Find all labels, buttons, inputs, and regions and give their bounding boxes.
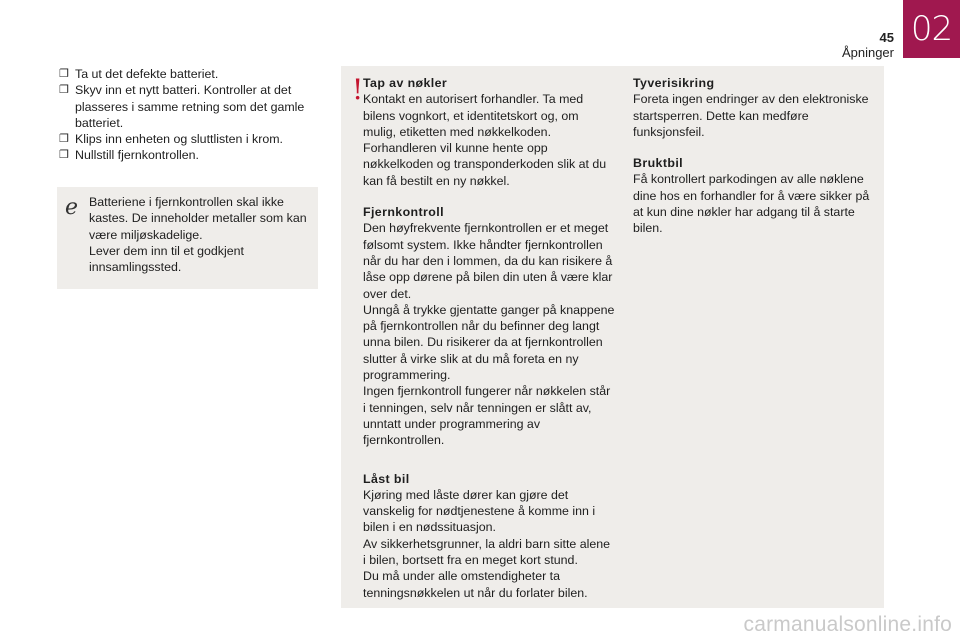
section-used-car [633,155,873,236]
step-text: Klips inn enheten og sluttlisten i krom. [75,132,283,147]
page-number: 45 [879,30,894,45]
battery-steps-list [59,66,321,164]
warning-column-left [363,75,615,616]
paragraph: Den høyfrekvente fjernkontrollen er et meget følsomt system. Ikke håndter fjernkontrollen når du har den i lommen, da du kan risikere å låse opp dørene på bilen din uten å være klar over det. [363,221,613,301]
step-text: Ta ut det defekte batteriet. [75,67,219,81]
section-title: Låst bil [363,471,410,486]
list-item [59,82,321,131]
checkbox-bullet-icon: ❐ [59,133,69,146]
section-title: Bruktbil [633,156,684,171]
watermark: carmanualsonline.info [743,613,952,636]
step-text: Skyv inn et nytt batteri. Kontroller at det plasseres i samme retning som det gamle batteriet. [75,83,305,130]
chapter-tab: 02 [903,0,960,58]
paragraph: Unngå å trykke gjentatte ganger på knappene på fjernkontrollen når du befinner deg langt unna bilen. Du risikerer da at fjernkontrollen slutter å virke slik at du må foreta en ny programmering. [363,302,615,383]
section-name: Åpninger [841,45,894,60]
paragraph: Kjøring med låste dører kan gjøre det vanskelig for nødtjenestene å komme inn i bilen i en nødssituasjon. [363,487,596,535]
step-text: Nullstill fjernkontrollen. [75,148,199,163]
paragraph: Forhandleren vil kunne hente opp nøkkelkoden og transponderkoden slik at du kan få bestilt en ny nøkkel. [363,141,607,188]
list-item [59,147,321,163]
recycle-leaf-icon: ℯ [65,195,79,220]
section-locked-car [363,471,615,601]
paragraph: Kontakt en autorisert forhandler. Ta med bilens vognkort, et identitetskort og, om mulig, etiketten med nøkkelkoden. [363,92,584,139]
exclamation-icon: ! [352,73,364,106]
list-item [59,66,321,82]
section-lost-keys [363,75,615,189]
environment-note-text [89,194,311,275]
checkbox-bullet-icon: ❐ [59,84,69,97]
paragraph: Du må under alle omstendigheter ta tenningsnøkkelen ut når du forlater bilen. [363,569,588,600]
section-anti-theft [633,75,873,140]
list-item [59,131,321,147]
note-line: Batteriene i fjernkontrollen skal ikke kastes. De inneholder metaller som kan være miljøskadelige. [89,195,307,242]
section-remote-control [363,204,615,448]
paragraph: Ingen fjernkontroll fungerer når nøkkelen står i tenningen, selv når tenningen er slått av, unntatt under programmering av fjernkontrollen. [363,384,611,448]
environment-note [57,187,318,289]
paragraph: Foreta ingen endringer av den elektroniske startsperren. Dette kan medføre funksjonsfeil. [633,92,869,139]
section-title: Tap av nøkler [363,76,448,90]
section-title: Fjernkontroll [363,205,444,220]
paragraph: Få kontrollert parkodingen av alle nøklene dine hos en forhandler for å være sikker på at kun dine nøkler har adgang til å starte bilen. [633,172,870,236]
warning-column-right [633,75,873,252]
note-line: Lever dem inn til et godkjent innsamlingssted. [89,243,244,275]
section-title: Tyverisikring [633,76,715,90]
checkbox-bullet-icon: ❐ [59,68,69,80]
checkbox-bullet-icon: ❐ [59,149,69,162]
warning-box [341,66,884,608]
paragraph: Av sikkerhetsgrunner, la aldri barn sitte alene i bilen, bortsett fra en meget kort stund. [363,536,611,568]
